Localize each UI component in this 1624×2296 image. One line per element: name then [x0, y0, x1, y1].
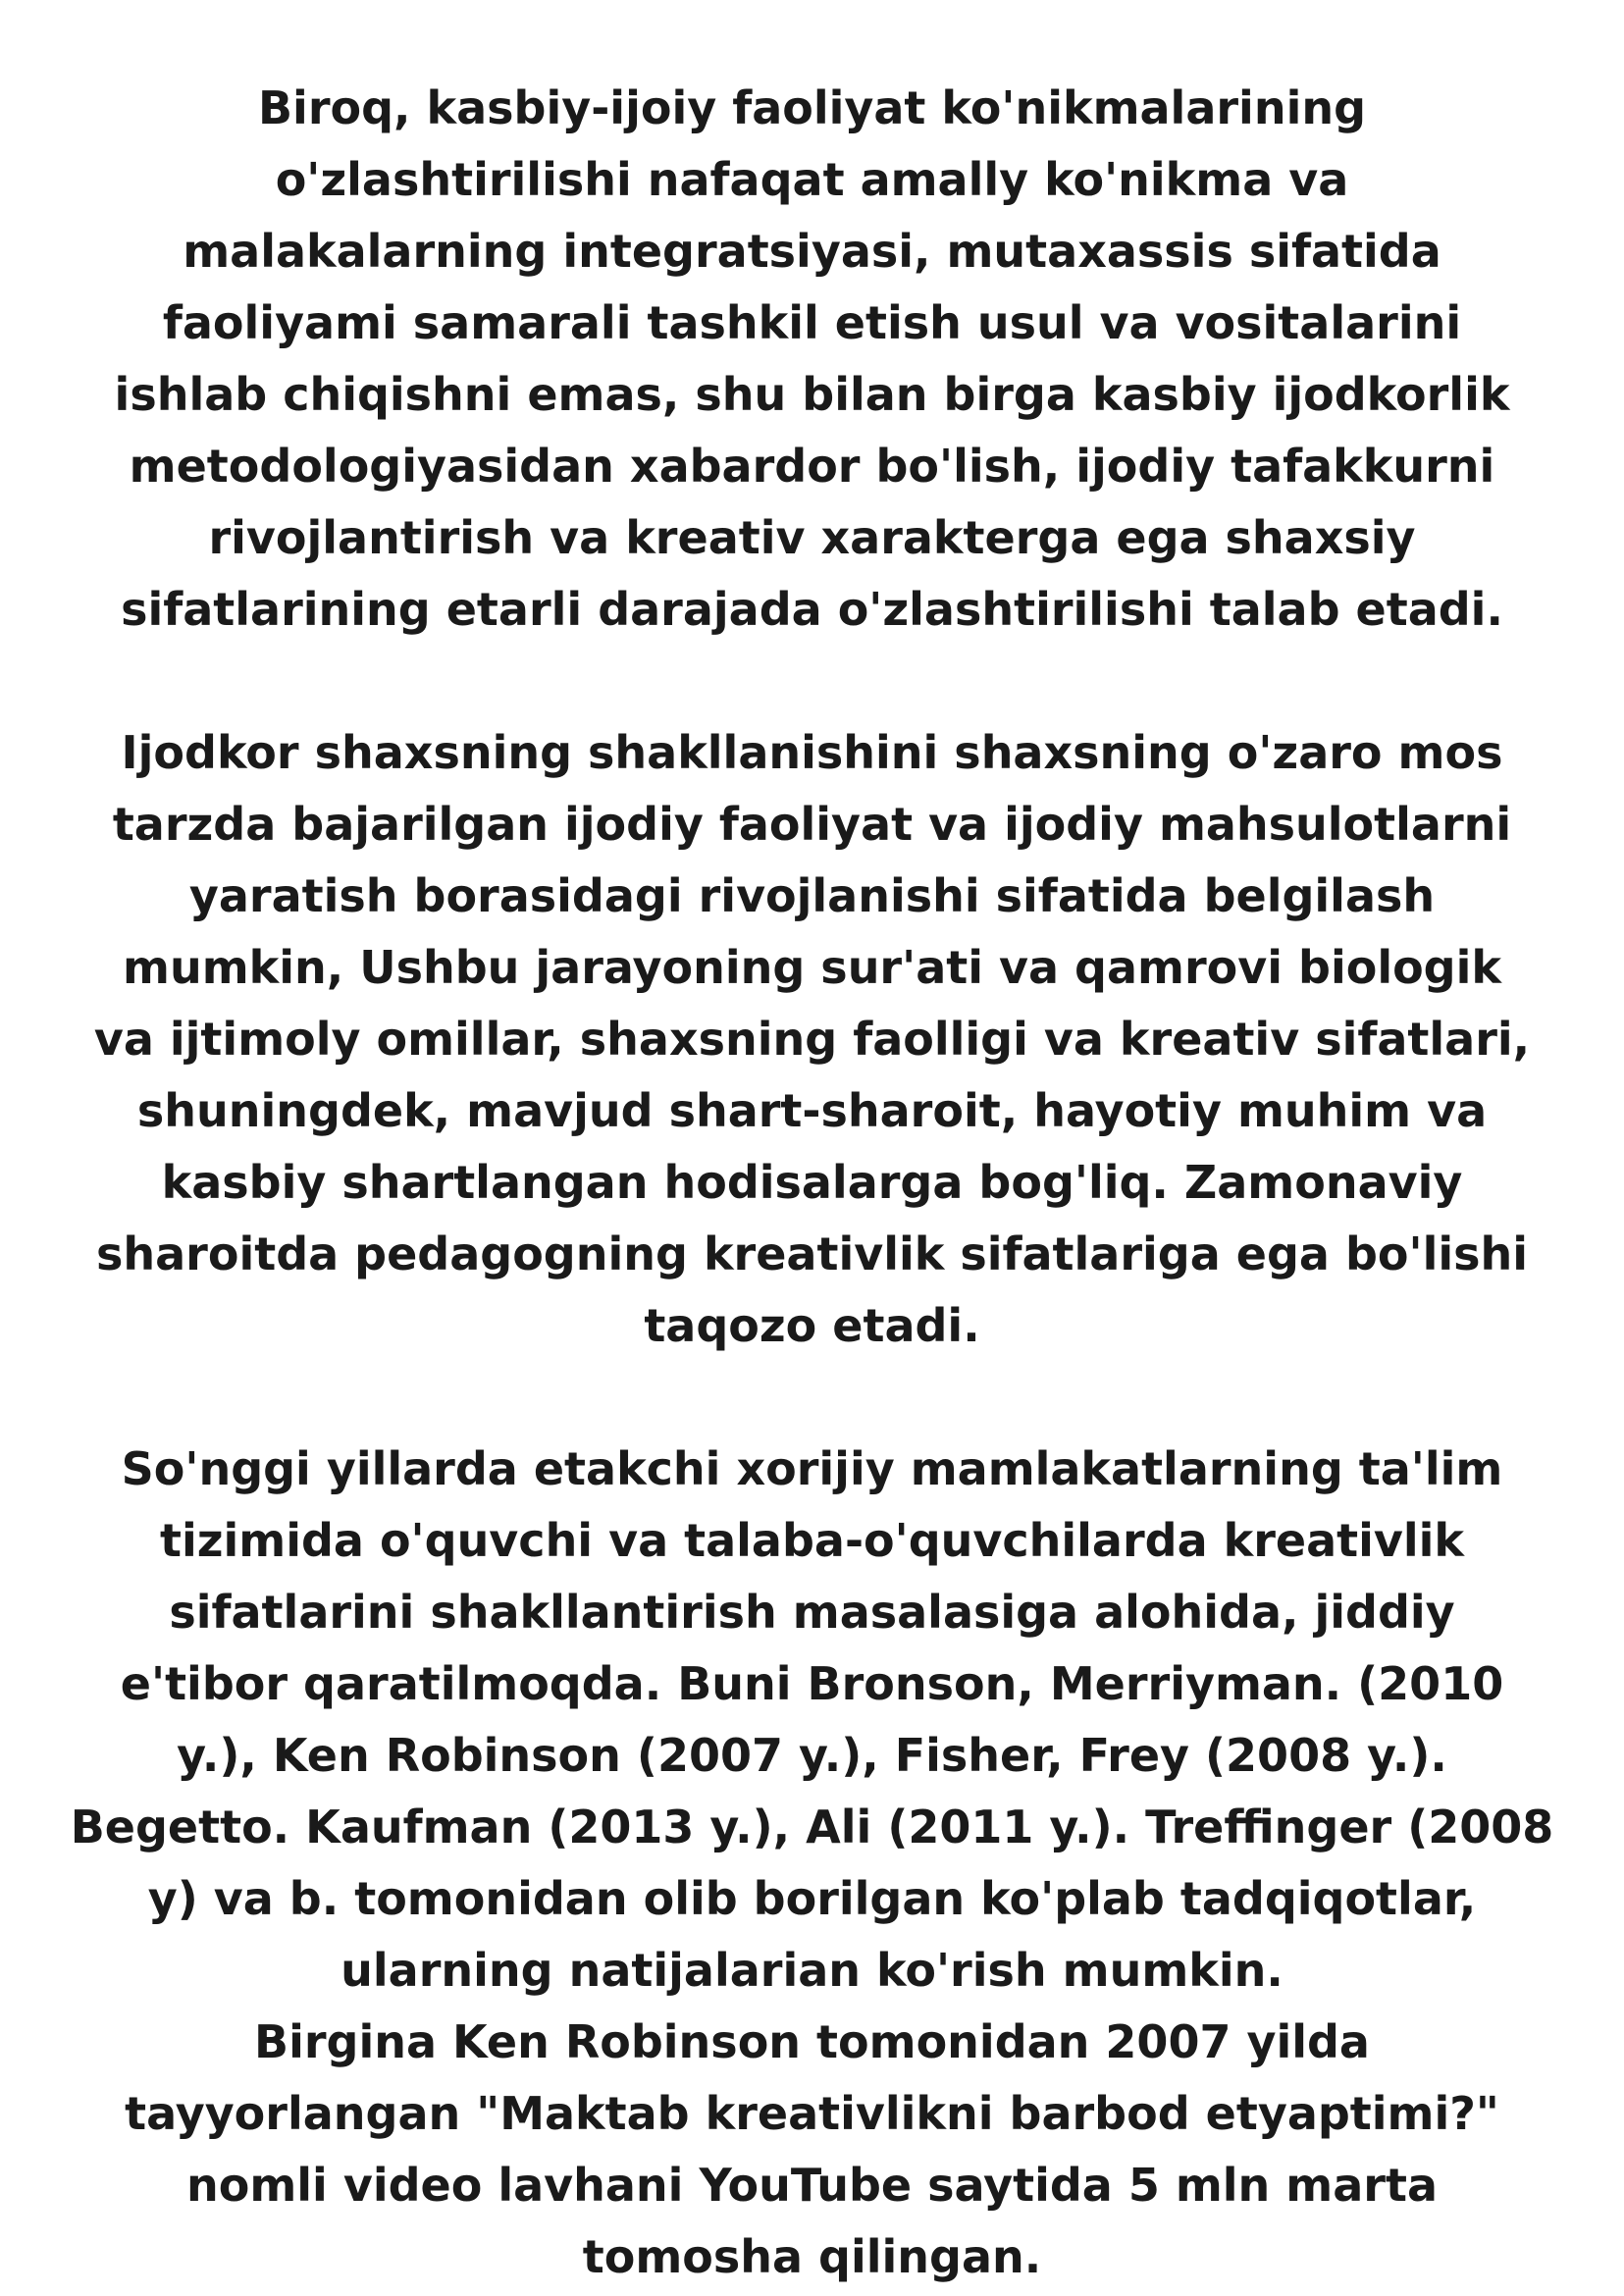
- text-line: Biroq, kasbiy-ijoiy faoliyat ko'nikmalarining: [257, 81, 1367, 134]
- text-line: sifatlarini shakllantirish masalasiga alohida, jiddiy: [169, 1586, 1455, 1639]
- text-line: o'zlashtirilishi nafaqat amally ko'nikma va: [275, 153, 1349, 206]
- paragraph-spacer: [69, 646, 1555, 717]
- text-line: metodologiyasidan xabardor bo'lish, ijodiy tafakkurni: [129, 440, 1495, 493]
- text-line: ularning natijalarian ko'rish mumkin.: [341, 1944, 1283, 1997]
- paragraph-spacer: [69, 1362, 1555, 1434]
- text-line: malakalarning integratsiyasi, mutaxassis sifatida: [183, 225, 1441, 278]
- text-line: mumkin, Ushbu jarayoning sur'ati va qamrovi biologik: [123, 941, 1501, 994]
- text-line: sifatlarining etarli darajada o'zlashtirilishi talab etadi.: [121, 583, 1503, 636]
- text-line: tomosha qilingan.: [582, 2230, 1042, 2283]
- paragraph-1: [69, 73, 1555, 646]
- paragraph-3: [69, 1434, 1555, 2293]
- text-line: kasbiy shartlangan hodisalarga bog'liq. Zamonaviy: [161, 1156, 1463, 1209]
- paragraph-2: [69, 717, 1555, 1362]
- text-line: nomli video lavhani YouTube saytida 5 mln marta: [186, 2159, 1438, 2212]
- text-line: Ijodkor shaxsning shakllanishini shaxsning o'zaro mos: [121, 726, 1503, 779]
- text-line: tarzda bajarilgan ijodiy faoliyat va ijodiy mahsulotlarni: [112, 798, 1512, 851]
- text-line: va ijtimoly omillar, shaxsning faolligi va kreativ sifatlari,: [93, 1013, 1531, 1066]
- text-line: Begetto. Kaufman (2013 y.), Ali (2011 y.). Treffinger (2008: [70, 1800, 1554, 1853]
- text-line: rivojlantirish va kreativ xarakterga ega shaxsiy: [208, 511, 1416, 564]
- text-line: y.), Ken Robinson (2007 y.), Fisher, Frey (2008 y.).: [177, 1729, 1447, 1782]
- text-line: y) va b. tomonidan olib borilgan ko'plab tadqiqotlar,: [147, 1872, 1477, 1925]
- text-line: taqozo etadi.: [644, 1299, 980, 1352]
- text-line: ishlab chiqishni emas, shu bilan birga kasbiy ijodkorlik: [114, 368, 1510, 421]
- text-line: Birgina Ken Robinson tomonidan 2007 yilda: [254, 2015, 1370, 2068]
- text-line: sharoitda pedagogning kreativlik sifatlariga ega bo'lishi: [95, 1227, 1529, 1280]
- text-line: faoliyami samarali tashkil etish usul va vositalarini: [162, 296, 1462, 349]
- text-line: e'tibor qaratilmoqda. Buni Bronson, Merriyman. (2010: [120, 1657, 1504, 1710]
- text-line: shuningdek, mavjud shart-sharoit, hayotiy muhim va: [136, 1084, 1488, 1137]
- text-line: yaratish borasidagi rivojlanishi sifatida belgilash: [188, 869, 1436, 922]
- text-line: tizimida o'quvchi va talaba-o'quvchilarda kreativlik: [159, 1514, 1465, 1567]
- text-line: So'nggi yillarda etakchi xorijiy mamlakatlarning ta'lim: [121, 1442, 1503, 1495]
- text-line: tayyorlangan "Maktab kreativlikni barbod etyaptimi?": [125, 2087, 1499, 2140]
